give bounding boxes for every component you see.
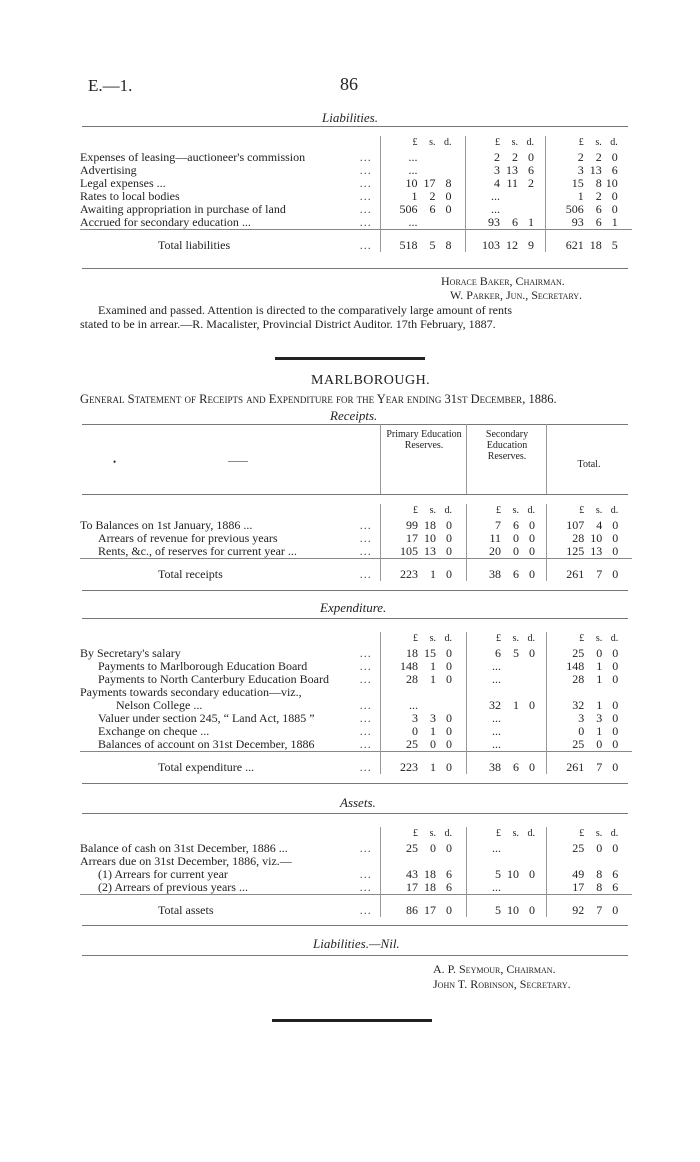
currency-header: £ s. d. [380,504,466,519]
page-number: 86 [340,74,358,94]
amount-cell: 17 8 6 [546,881,632,895]
amount-cell: 3 13 6 [545,164,632,177]
table-row [80,151,632,164]
amount-cell: ... [466,738,546,752]
marlborough-title: MARLBOROUGH. [311,373,431,388]
amount-cell: 148 1 0 [546,660,632,673]
expenditure-table [80,632,632,774]
row-label: Arrears due on 31st December, 1886, viz.— [80,854,292,868]
currency-header: £ s. d. [546,632,632,647]
amount-cell: ... [466,712,546,725]
table-row [80,738,632,752]
amount-cell: 43 18 6 [380,868,466,881]
row-label: Expenses of leasing—auctioneer's commission [80,150,306,164]
amount-cell: 125 13 0 [546,545,632,559]
row-label: Balance of cash on 31st December, 1886 ... [80,841,288,855]
amount-cell: 3 13 6 [465,164,545,177]
amount-cell: 261 7 0 [546,559,632,582]
amount-cell: ... [466,660,546,673]
amount-cell: 6 5 0 [466,647,546,660]
amount-cell: ... [466,842,546,855]
amount-cell: ... [380,151,465,164]
leader-dots: ... [359,531,372,545]
amount-cell [380,686,466,699]
amount-cell: 5 10 0 [466,868,546,881]
amount-cell: 32 1 0 [466,699,546,712]
amount-cell: 621 18 5 [545,230,632,253]
amount-cell: 518 5 8 [380,230,465,253]
amount-cell: 223 1 0 [380,559,466,582]
auditor-note-line1: Examined and passed. Attention is directed to the comparatively large amount of rents [98,303,512,317]
amount-cell: 103 12 9 [465,230,545,253]
currency-header: £ s. d. [546,504,632,519]
receipts-heading: Receipts. [330,408,378,423]
amount-cell: 99 18 0 [380,519,466,532]
row-label: By Secretary's salary [80,646,181,660]
amount-cell: 28 10 0 [546,532,632,545]
col-total-header: Total. [577,459,601,470]
row-label: Awaiting appropriation in purchase of land [80,202,286,216]
amount-cell: 18 15 0 [380,647,466,660]
expenditure-heading: Expenditure. [320,600,387,615]
amount-cell: 32 1 0 [546,699,632,712]
table-row [80,881,632,895]
amount-cell: 15 8 10 [545,177,632,190]
leader-dots: ... [359,724,372,738]
amount-cell: 1 2 0 [545,190,632,203]
leader-dots: ... [359,841,372,855]
rule-after-assets [82,925,628,926]
row-label: Legal expenses ... [80,176,166,190]
total-row [80,752,632,775]
table-row [80,216,632,230]
rule-after-expenditure [82,783,628,784]
leader-dots: ... [359,202,372,216]
amount-cell: 25 0 0 [546,738,632,752]
leader-dots: ... [359,176,372,190]
assets-heading: Assets. [340,795,376,810]
general-statement-title: General Statement of Receipts and Expenditure for the Year ending 31st December, 1886. [80,392,557,406]
amount-cell: 25 0 0 [380,738,466,752]
amount-cell: ... [380,164,465,177]
leader-dots: ... [359,215,372,229]
currency-header: £ s. d. [545,136,632,151]
amount-cell: 4 11 2 [465,177,545,190]
amount-cell: 7 6 0 [466,519,546,532]
row-label: Payments towards secondary education—viz., [80,685,302,699]
amount-cell: ... [465,190,545,203]
currency-header: £ s. d. [546,827,632,842]
top-rule [82,126,628,127]
row-label: To Balances on 1st January, 1886 ... [80,518,253,532]
currency-header: £ s. d. [466,632,546,647]
amount-cell: ... [466,673,546,686]
amount-cell: 49 8 6 [546,868,632,881]
amount-cell: 17 18 6 [380,881,466,895]
amount-cell: 25 0 0 [546,842,632,855]
amount-cell: ... [380,699,466,712]
col-primary-header: Primary Education Reserves. [386,429,462,451]
header-bottom-rule [82,494,628,495]
leader-dots: ... [352,559,380,582]
row-label: Accrued for secondary education ... [80,215,251,229]
amount-cell: 11 0 0 [466,532,546,545]
amount-cell: 506 6 0 [545,203,632,216]
amount-cell: ... [466,725,546,738]
leader-dots: ... [359,867,372,881]
signature-chairman: Horace Baker, Chairman. [441,274,565,288]
amount-cell: 93 6 1 [465,216,545,230]
assets-table [80,827,632,917]
amount-cell: 86 17 0 [380,895,466,918]
row-label: Exchange on cheque ... [98,724,210,738]
col-divider [466,424,467,494]
amount-cell: 20 0 0 [466,545,546,559]
receipts-table [80,504,632,581]
amount-cell: 506 6 0 [380,203,465,216]
leader-dots: ... [359,150,372,164]
header-dash: —— [228,456,248,467]
amount-cell: 25 0 0 [546,647,632,660]
leader-dots: ... [359,189,372,203]
amount-cell: 3 3 0 [546,712,632,725]
leader-dots: ... [359,672,372,686]
row-label: Nelson College ... [116,698,203,712]
header-bullet: • [113,457,117,467]
row-label: Rents, &c., of reserves for current year ... [98,544,297,558]
amount-cell: 38 6 0 [466,559,546,582]
amount-cell: 2 2 0 [465,151,545,164]
rule-after-receipts [82,590,628,591]
leader-dots: ... [359,646,372,660]
amount-cell: 0 1 0 [380,725,466,738]
amount-cell: 38 6 0 [466,752,546,775]
row-label: (2) Arrears of previous years ... [98,880,248,894]
currency-header: £ s. d. [465,136,545,151]
row-label: Balances of account on 31st December, 1886 [98,737,315,751]
liabilities-nil: Liabilities.—Nil. [313,936,400,951]
currency-header: £ s. d. [380,827,466,842]
liabilities-heading: Liabilities. [322,110,378,125]
currency-header: £ s. d. [466,827,546,842]
total-row [80,559,632,582]
marlborough-signature-chairman: A. P. Seymour, Chairman. [433,962,556,976]
signature-secretary: W. Parker, Jun., Secretary. [450,288,583,302]
leader-dots: ... [359,737,372,751]
row-label: Payments to North Canterbury Education Board [98,672,329,686]
end-divider [272,1019,432,1022]
row-label: Advertising [80,163,137,177]
total-label: Total expenditure ... [80,752,352,775]
liabilities-table [80,136,632,252]
row-label: (1) Arrears for current year [98,867,228,881]
currency-header: £ s. d. [380,632,466,647]
amount-cell: 1 2 0 [380,190,465,203]
auditor-note-line2: stated to be in arrear.—R. Macalister, Provincial District Auditor. 17th February, 1887. [80,317,496,331]
amount-cell: ... [465,203,545,216]
expenditure-top-rule [82,618,628,619]
amount-cell: 148 1 0 [380,660,466,673]
amount-cell: 3 3 0 [380,712,466,725]
amount-cell: 2 2 0 [545,151,632,164]
rule-after-liabilities-nil [82,955,628,956]
amount-cell: 92 7 0 [546,895,632,918]
rule-after-liabilities [82,268,628,269]
leader-dots: ... [359,163,372,177]
amount-cell [546,855,632,868]
total-row [80,230,632,253]
amount-cell [546,686,632,699]
row-label: Arrears of revenue for previous years [98,531,278,545]
currency-header: £ s. d. [380,136,465,151]
col-divider [546,424,547,494]
leader-dots: ... [359,544,372,558]
total-label: Total assets [80,895,352,918]
leader-dots: ... [359,518,372,532]
section-divider [275,357,425,360]
amount-cell: 10 17 8 [380,177,465,190]
amount-cell: 105 13 0 [380,545,466,559]
leader-dots: ... [352,895,380,918]
amount-cell: 0 1 0 [546,725,632,738]
amount-cell: 261 7 0 [546,752,632,775]
col-divider [380,424,381,494]
amount-cell: 17 10 0 [380,532,466,545]
total-label: Total receipts [80,559,352,582]
amount-cell: ... [380,216,465,230]
leader-dots: ... [352,752,380,775]
leader-dots: ... [352,230,380,253]
marlborough-signature-secretary: John T. Robinson, Secretary. [433,977,571,991]
row-label: Payments to Marlborough Education Board [98,659,308,673]
amount-cell: 93 6 1 [545,216,632,230]
amount-cell: 5 10 0 [466,895,546,918]
amount-cell: ... [466,881,546,895]
leader-dots: ... [359,698,372,712]
leader-dots: ... [359,711,372,725]
amount-cell: 25 0 0 [380,842,466,855]
leader-dots: ... [359,659,372,673]
report-code: E.—1. [88,76,133,95]
row-label: Rates to local bodies [80,189,180,203]
assets-top-rule [82,813,628,814]
col-secondary-header: Secondary Education Reserves. [485,429,529,462]
amount-cell [380,855,466,868]
total-row [80,895,632,918]
amount-cell: 28 1 0 [380,673,466,686]
currency-header: £ s. d. [466,504,546,519]
table-row [80,545,632,559]
row-label: Valuer under section 245, “ Land Act, 1885 ” [98,711,315,725]
amount-cell: 28 1 0 [546,673,632,686]
amount-cell: 107 4 0 [546,519,632,532]
total-label: Total liabilities [80,230,352,253]
leader-dots: ... [359,880,372,894]
amount-cell: 223 1 0 [380,752,466,775]
